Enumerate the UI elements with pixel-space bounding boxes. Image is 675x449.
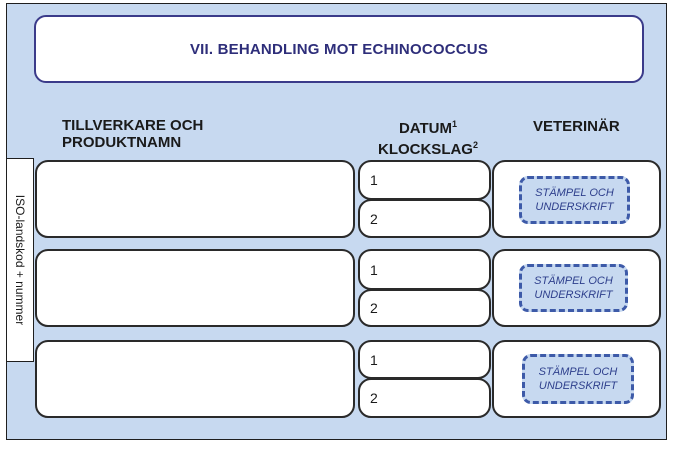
time-footnote-ref: 2: [472, 140, 478, 150]
date-number: 1: [370, 172, 378, 188]
time-number: 2: [370, 390, 378, 406]
date-number: 1: [370, 351, 378, 368]
date-header: DATUM: [398, 120, 453, 137]
time-number: 2: [370, 210, 378, 227]
manufacturer-field-3[interactable]: [35, 340, 355, 418]
stamp-text-line2: UNDERSKRIFT: [535, 201, 614, 213]
vet-field-3[interactable]: [492, 340, 661, 418]
vet-field-2[interactable]: [492, 249, 661, 327]
section-title-box: [34, 15, 644, 83]
iso-code-label: ISO-landskod + nummer: [13, 194, 27, 326]
vet-field-1[interactable]: [492, 160, 661, 238]
stamp-text-line1: STÄMPEL OCH: [535, 187, 614, 199]
stamp-text-line2: UNDERSKRIFT: [534, 289, 613, 301]
time-header: KLOCKSLAG: [377, 141, 473, 158]
date-field-2[interactable]: [358, 249, 491, 290]
vet-header: VETERINÄR: [533, 118, 620, 135]
time-number: 2: [370, 300, 378, 316]
manufacturer-header-line1: TILLVERKARE OCH: [62, 117, 204, 134]
date-number: 1: [370, 261, 378, 278]
section-title: VII. BEHANDLING MOT ECHINOCOCCUS: [189, 40, 489, 58]
stamp-text-line2: UNDERSKRIFT: [538, 380, 618, 392]
manufacturer-header-line2: PRODUKTNAMN: [62, 134, 182, 151]
time-field-1[interactable]: [358, 199, 491, 238]
manufacturer-field-2[interactable]: [35, 249, 355, 327]
stamp-text-line1: STÄMPEL OCH: [534, 275, 613, 287]
date-field-3[interactable]: [358, 340, 491, 379]
time-field-2[interactable]: [358, 289, 491, 327]
stamp-placeholder-3: [522, 354, 634, 404]
iso-code-tab: [6, 158, 34, 362]
date-field-1[interactable]: [358, 160, 491, 200]
stamp-placeholder-1: [519, 176, 630, 224]
stamp-text-line1: STÄMPEL OCH: [538, 366, 618, 378]
stamp-placeholder-2: [519, 264, 628, 312]
manufacturer-field-1[interactable]: [35, 160, 355, 238]
date-footnote-ref: 1: [452, 119, 458, 129]
date-time-header: [368, 116, 488, 158]
manufacturer-header: [62, 117, 203, 151]
time-field-3[interactable]: [358, 378, 491, 418]
